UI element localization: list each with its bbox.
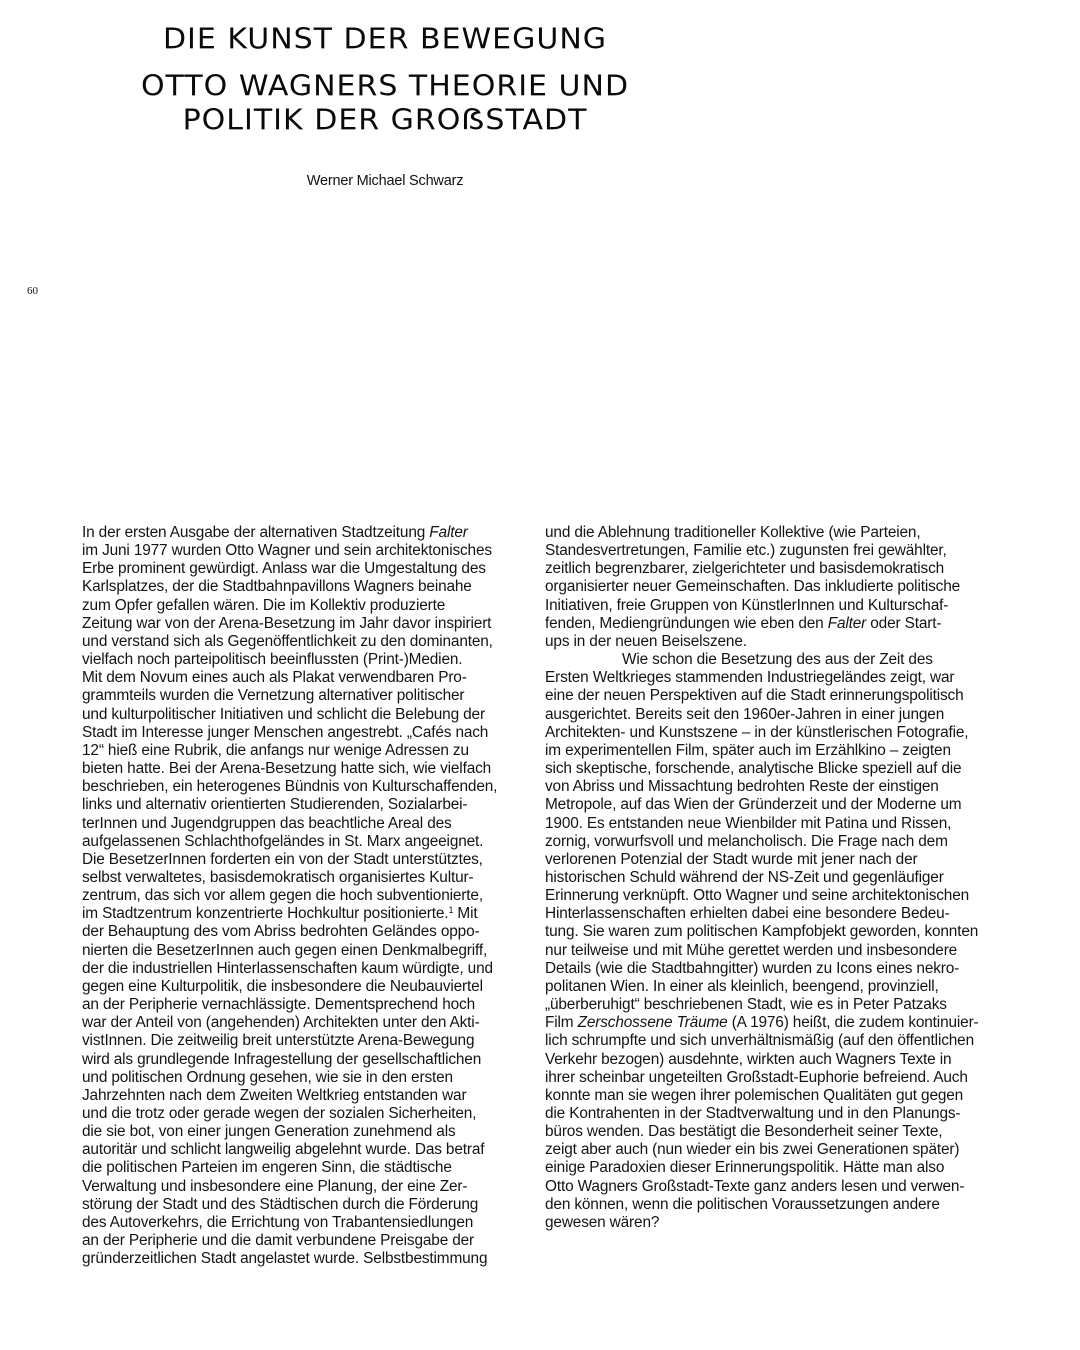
text-run: beschrieben, ein heterogenes Bündnis von Kulturschaffenden, (82, 778, 498, 796)
text-line (82, 578, 532, 596)
text-line (82, 869, 532, 887)
text-line (82, 615, 532, 633)
text-run: zeigt aber auch (nun wieder ein bis zwei Generationen später) (545, 1141, 960, 1159)
text-run: und kulturpolitischer Initiativen und schlicht die Belebung der (82, 705, 485, 723)
text-run: lich schrumpfte und sich unverhältnismäßig (auf den öffentlichen (545, 1032, 974, 1050)
text-run: Mit (453, 905, 478, 923)
text-run: büros wenden. Das bestätigt die Besonderheit seiner Texte, (545, 1123, 943, 1141)
text-run: und die trotz oder gerade wegen der sozialen Sicherheiten, (82, 1105, 477, 1122)
text-run: zentrum, das sich vor allem gegen die hoch subventionierte, (82, 887, 483, 905)
text-run: gegen eine Kulturpolitik, die insbesondere die Neubauviertel (82, 977, 483, 995)
text-run: Initiativen, freie Gruppen von KünstlerInnen und Kulturschaf- (545, 596, 949, 614)
text-run: Details (wie die Stadtbahngitter) wurden zu Icons eines nekro- (545, 959, 960, 977)
article-title: DIE KUNST DER BEWEGUNG (162, 22, 608, 57)
text-run: ihrer scheinbar ungeteilten Großstadt-Euphorie befreiend. Auch (545, 1068, 968, 1086)
text-line (82, 905, 532, 923)
subtitle-line: POLITIK DER GROẞSTADT (182, 104, 588, 138)
text-run: an der Peripherie und die damit verbundene Preisgabe der (82, 1232, 475, 1250)
text-run: nierten die BesetzerInnen auch gegen einen Denkmalbegriff, (82, 941, 488, 959)
text-line (545, 724, 1000, 742)
text-line (545, 905, 1000, 923)
text-line (82, 687, 532, 705)
text-run: und die Ablehnung traditioneller Kollektive (wie Parteien, (545, 524, 921, 541)
text-line (82, 1232, 532, 1250)
text-run: ausgerichtet. Bereits seit den 1960er-Jahren in einer jungen (545, 705, 945, 723)
text-run: In der ersten Ausgabe der alternativen Stadtzeitung (82, 524, 430, 541)
body-column-left (82, 524, 532, 1268)
article-header (80, 22, 690, 140)
text-line (82, 1250, 532, 1268)
text-run: Architekten- und Kunstszene – in der künstlerischen Fotografie, (545, 723, 969, 741)
text-run: Standesvertretungen, Familie etc.) zugunsten frei gewählter, (545, 542, 947, 560)
text-run: der die industriellen Hinterlassenschaften kaum würdigte, und (82, 959, 493, 977)
text-run: terInnen und Jugendgruppen das beachtliche Areal des (82, 814, 452, 832)
text-line (82, 851, 532, 869)
text-line (82, 1051, 532, 1069)
text-line (545, 542, 1000, 560)
text-line (545, 687, 1000, 705)
text-run: vielfach noch parteipolitisch beeinflussten (Print-)Medien. (82, 651, 463, 669)
text-line (545, 887, 1000, 905)
text-run: Wie schon die Besetzung des aus der Zeit des (622, 651, 933, 669)
text-line (82, 633, 532, 651)
text-line (545, 760, 1000, 778)
text-run: vistInnen. Die zeitweilig breit unterstützte Arena-Bewegung (82, 1032, 475, 1050)
text-run: Stadt im Interesse junger Menschen angestrebt. „Cafés nach (82, 723, 489, 741)
text-line (82, 524, 532, 542)
text-run: Die BesetzerInnen forderten ein von der Stadt unterstütztes, (82, 850, 483, 868)
text-line (82, 1105, 532, 1123)
text-line (82, 560, 532, 578)
text-line (82, 1141, 532, 1159)
text-line (545, 560, 1000, 578)
text-line (545, 978, 1000, 996)
text-line (82, 960, 532, 978)
text-run: Ersten Weltkrieges stammenden Industriegeländes zeigt, war (545, 669, 955, 687)
text-run: die politischen Parteien im engeren Sinn, die städtische (82, 1159, 452, 1177)
text-line (82, 1014, 532, 1032)
text-line (82, 796, 532, 814)
text-line (545, 851, 1000, 869)
text-run: Zeitung war von der Arena-Besetzung im Jahr davor inspiriert (82, 614, 492, 632)
text-run: links und alternativ orientierten Studierenden, Sozialarbei- (82, 796, 468, 814)
text-run: fenden, Mediengründungen wie eben den (545, 614, 828, 632)
text-run: verlorenen Potenzial der Stadt wurde mit jener nach der (545, 850, 918, 868)
text-line (82, 1123, 532, 1141)
text-run: die Kontrahenten in der Stadtverwaltung und in den Planungs- (545, 1105, 961, 1122)
text-run: zornig, vorwurfsvoll und melancholisch. Die Frage nach dem (545, 832, 948, 850)
text-run: politanen Wien. In einer als kleinlich, beengend, provinziell, (545, 977, 939, 995)
text-line (545, 706, 1000, 724)
text-run: 1900. Es entstanden neue Wienbilder mit Patina und Rissen, (545, 814, 952, 832)
text-run: oder Start- (866, 614, 942, 632)
text-run: und verstand sich als Gegenöffentlichkeit zu den dominanten, (82, 632, 493, 650)
text-run: der Behauptung des vom Abriss bedrohten Geländes oppo- (82, 923, 480, 941)
text-line (545, 578, 1000, 596)
text-line (82, 1214, 532, 1232)
text-run: sich skeptische, forschende, analytische Blicke speziell auf die (545, 760, 962, 778)
page-number: 60 (27, 285, 38, 297)
text-line (82, 760, 532, 778)
text-run: an der Peripherie vernachlässigte. Dementsprechend hoch (82, 996, 475, 1014)
footnote-marker[interactable]: 1 (448, 905, 454, 916)
text-line (545, 796, 1000, 814)
text-run: ups in der neuen Beiselszene. (545, 632, 747, 650)
text-run: von Abriss und Missachtung bedrohten Reste der einstigen (545, 778, 939, 796)
text-run: war der Anteil von (angehenden) Architekten unter den Akti- (82, 1014, 480, 1032)
text-run: störung der Stadt und des Städtischen durch die Förderung (82, 1195, 479, 1213)
text-run: aufgelassenen Schlachthofgeländes in St. Marx angeeignet. (82, 832, 484, 850)
text-line (82, 1178, 532, 1196)
body-column-right (545, 524, 1000, 1232)
text-line (82, 815, 532, 833)
text-line (545, 960, 1000, 978)
text-run: grammteils wurden die Vernetzung alternativer politischer (82, 687, 465, 705)
text-line (545, 1214, 1000, 1232)
text-run: und politischen Ordnung gesehen, wie sie in den ersten (82, 1068, 453, 1086)
text-line (545, 815, 1000, 833)
text-run: „überberuhigt“ beschriebenen Stadt, wie es in Peter Patzaks (545, 996, 947, 1014)
text-run: im Stadtzentrum konzentrierte Hochkultur positionierte. (82, 905, 449, 923)
text-run: die sie bot, von einer jungen Generation zunehmend als (82, 1123, 456, 1141)
text-line (545, 1051, 1000, 1069)
text-line (82, 1196, 532, 1214)
text-line (545, 833, 1000, 851)
italic-title: Falter (827, 614, 867, 632)
text-run: Karlsplatzes, der die Stadtbahnpavillons Wagners beinahe (82, 578, 472, 596)
italic-title: Zerschossene Träume (577, 1014, 728, 1032)
text-line (82, 651, 532, 669)
text-run: Mit dem Novum eines auch als Plakat verwendbaren Pro- (82, 669, 467, 687)
text-run: Verwaltung und insbesondere eine Planung, der eine Zer- (82, 1177, 468, 1195)
text-line (82, 1159, 532, 1177)
article-subtitle (80, 70, 690, 138)
text-line (545, 1196, 1000, 1214)
text-line (545, 1087, 1000, 1105)
text-run: bieten hatte. Bei der Arena-Besetzung hatte sich, wie vielfach (82, 760, 492, 778)
subtitle-line: OTTO WAGNERS THEORIE UND (140, 69, 630, 104)
italic-title: Falter (429, 524, 468, 541)
text-line (82, 887, 532, 905)
text-run: eine der neuen Perspektiven auf die Stadt erinnerungspolitisch (545, 687, 964, 705)
text-run: (A 1976) heißt, die zudem kontinuier- (727, 1014, 979, 1032)
text-line (545, 633, 1000, 651)
text-line (545, 597, 1000, 615)
text-line (82, 923, 532, 941)
text-line (545, 524, 1000, 542)
text-line (82, 778, 532, 796)
text-run: zum Opfer gefallen wären. Die im Kollektiv produzierte (82, 596, 446, 614)
author-name: Werner Michael Schwarz (306, 173, 464, 189)
text-run: im Juni 1977 wurden Otto Wagner und sein architektonisches (82, 542, 492, 560)
text-line (545, 651, 1000, 669)
text-line (545, 778, 1000, 796)
text-line (545, 742, 1000, 760)
text-line (82, 1032, 532, 1050)
text-run: autoritär und schlicht langweilig abgelehnt wurde. Das betraf (82, 1141, 485, 1159)
text-run: 12“ hieß eine Rubrik, die anfangs nur wenige Adressen zu (82, 741, 469, 759)
text-line (82, 724, 532, 742)
text-line (82, 742, 532, 760)
text-line (545, 1141, 1000, 1159)
text-run: Metropole, auf das Wien der Gründerzeit und der Moderne um (545, 796, 962, 814)
text-line (82, 1069, 532, 1087)
text-run: selbst verwaltetes, basisdemokratisch organisiertes Kultur- (82, 868, 474, 886)
text-run: Erinnerung verknüpft. Otto Wagner und seine architektonischen (545, 887, 970, 905)
text-line (82, 597, 532, 615)
text-run: konnte man sie wegen ihrer polemischen Qualitäten gut gegen (545, 1086, 964, 1104)
text-run: Jahrzehnten nach dem Zweiten Weltkrieg entstanden war (82, 1086, 467, 1104)
text-line (545, 923, 1000, 941)
text-run: des Autoverkehrs, die Errichtung von Trabantensiedlungen (82, 1213, 474, 1231)
text-run: gründerzeitlichen Stadt angelastet wurde. Selbstbestimmung (82, 1250, 488, 1268)
text-run: wird als grundlegende Infragestellung der gesellschaftlichen (82, 1050, 482, 1068)
text-run: einige Paradoxien dieser Erinnerungspolitik. Hätte man also (545, 1159, 945, 1177)
text-run: tung. Sie waren zum politischen Kampfobjekt geworden, konnten (545, 923, 979, 941)
text-line (545, 1105, 1000, 1123)
text-run: historischen Schuld während der NS-Zeit und gegenläufiger (545, 868, 944, 886)
text-run: Otto Wagners Großstadt-Texte ganz anders lesen und verwen- (545, 1177, 965, 1195)
text-line (545, 1178, 1000, 1196)
text-line (545, 1123, 1000, 1141)
text-line (545, 942, 1000, 960)
text-line (545, 615, 1000, 633)
text-run: Erbe prominent gewürdigt. Anlass war die Umgestaltung des (82, 560, 486, 578)
text-run: den können, wenn die politischen Voraussetzungen andere (545, 1195, 940, 1213)
text-line (82, 978, 532, 996)
text-line (545, 1159, 1000, 1177)
text-line (545, 869, 1000, 887)
text-line (82, 542, 532, 560)
text-line (545, 669, 1000, 687)
text-run: im experimentellen Film, später auch im Erzählkino – zeigten (545, 741, 951, 759)
text-run: gewesen wären? (545, 1213, 660, 1231)
text-line (545, 1032, 1000, 1050)
text-line (545, 1069, 1000, 1087)
text-line (545, 1014, 1000, 1032)
text-run: Film (545, 1014, 578, 1032)
text-line (82, 942, 532, 960)
text-run: Hinterlassenschaften erhielten dabei eine besondere Bedeu- (545, 905, 950, 923)
text-line (82, 706, 532, 724)
text-run: organisierter neuer Gemeinschaften. Das inkludierte politische (545, 578, 961, 596)
text-run: zeitlich begrenzbarer, zielgerichteter und basisdemokratisch (545, 560, 945, 578)
text-line (82, 833, 532, 851)
text-run: nur teilweise und mit Mühe gerettet werden und insbesondere (545, 941, 958, 959)
text-line (82, 669, 532, 687)
text-line (545, 996, 1000, 1014)
text-run: Verkehr bezogen) ausdehnte, wirkten auch Wagners Texte in (545, 1050, 952, 1068)
text-line (82, 1087, 532, 1105)
text-line (82, 996, 532, 1014)
